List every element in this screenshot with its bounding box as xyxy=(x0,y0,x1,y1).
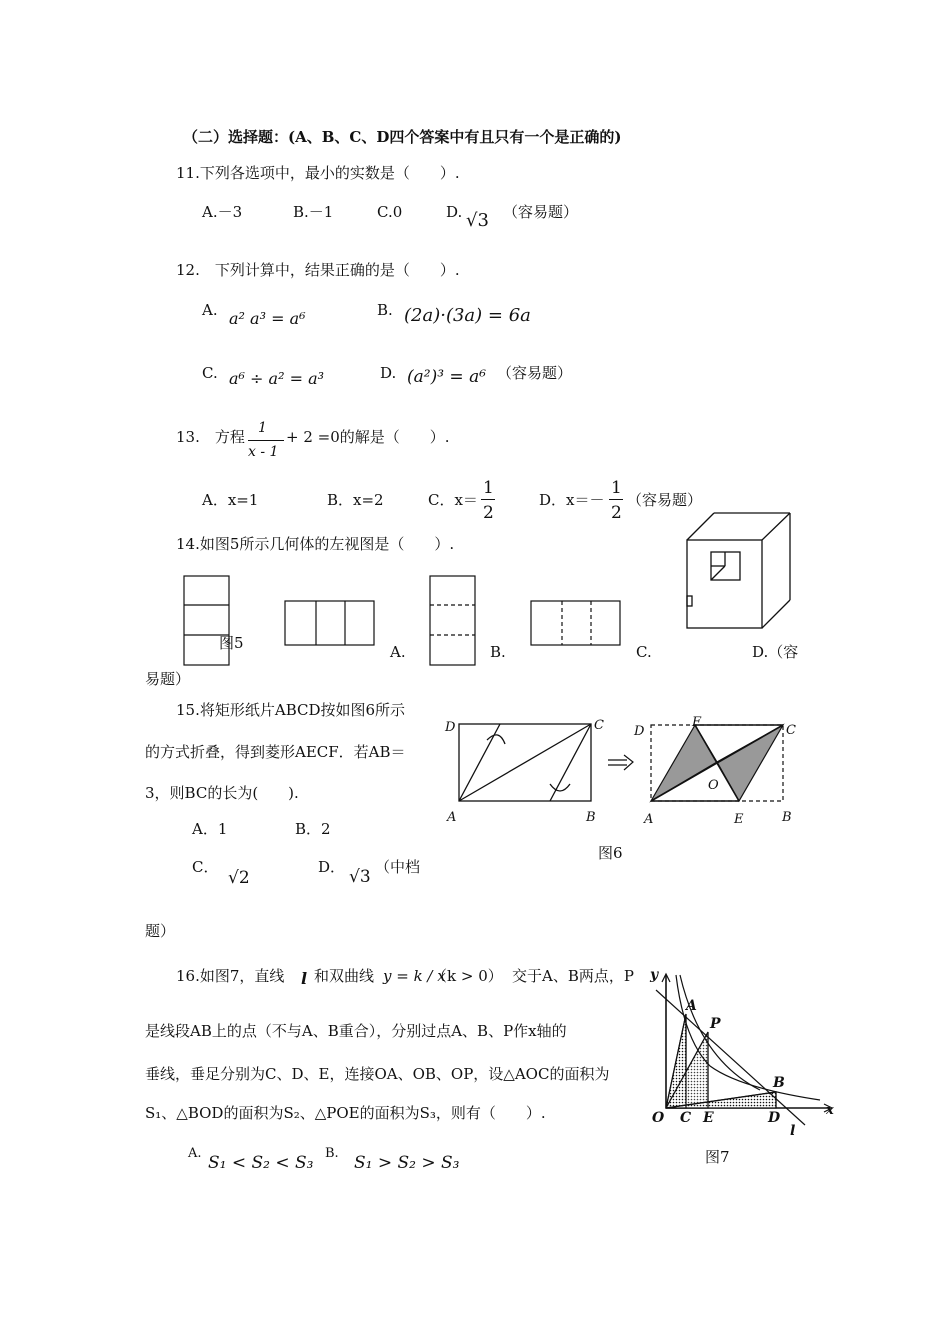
q13-level: （容易题） xyxy=(627,491,703,509)
q13-option-b: B．x=2 xyxy=(327,491,384,509)
q16-line1-post: 交于A、B两点，P xyxy=(512,967,634,985)
fig6-label-b-right: B xyxy=(782,810,792,825)
fig7-label-b: B xyxy=(773,1075,785,1091)
q16-line1-eq: y = k / x xyxy=(383,967,446,985)
q12-option-a: A. xyxy=(202,301,218,319)
q14-option-a: A. xyxy=(390,643,406,661)
q16-line1-pre: 16.如图7，直线 xyxy=(176,967,285,985)
fig6-label-b-left: B xyxy=(586,810,596,825)
fig6-caption: 图6 xyxy=(598,844,623,862)
fig6-label-e: E xyxy=(734,812,744,827)
q15-option-c-expr: √2 xyxy=(228,868,250,888)
q12-option-b: B. xyxy=(377,301,393,319)
fig6-label-d-right: D xyxy=(634,724,645,739)
q16-option-b-expr: S₁ > S₂ > S₃ xyxy=(354,1153,460,1173)
q13-option-a: A．x=1 xyxy=(202,491,259,509)
q13-c-half-den: 2 xyxy=(483,503,494,523)
q12-option-c: C. xyxy=(202,364,218,382)
q14-option-c: C. xyxy=(636,643,652,661)
fig7-label-d: D xyxy=(768,1110,781,1126)
fig6-label-c-right: C xyxy=(786,723,796,738)
q14-level-cont: 易题） xyxy=(145,670,191,688)
q16-option-a-expr: S₁ < S₂ < S₃ xyxy=(208,1153,314,1173)
q15-line2: 的方式折叠，得到菱形AECF．若AB＝ xyxy=(145,743,406,761)
q14-option-d: D.（容 xyxy=(752,643,799,661)
fig6-label-d-left: D xyxy=(445,720,456,735)
fig7-label-y: y xyxy=(650,967,659,983)
q13-d-half-num: 1 xyxy=(611,478,622,498)
q16-option-a: A. xyxy=(188,1146,202,1161)
q15-option-d: D． xyxy=(318,858,346,876)
q13-option-d: D．x＝－ xyxy=(539,491,605,509)
fig7-label-x: x xyxy=(826,1103,834,1118)
q13-stem-post: + 2 =0的解是（ ）. xyxy=(286,428,450,446)
q11-option-b: B.－1 xyxy=(293,203,334,221)
section-title: （二）选择题：(A、B、C、D四个答案中有且只有一个是正确的) xyxy=(183,128,622,146)
fig7-label-c: C xyxy=(680,1110,692,1126)
fig6-label-o: O xyxy=(708,778,719,793)
q13-c-half-num: 1 xyxy=(483,478,494,498)
fig7-label-l: l xyxy=(790,1123,796,1139)
q11-option-d-expr: √3 xyxy=(466,210,489,231)
q13-option-c: C．x＝ xyxy=(428,491,478,509)
q16-line1-cond: （k > 0） xyxy=(432,967,503,985)
q12-stem: 12. 下列计算中，结果正确的是（ ）. xyxy=(176,261,460,279)
q15-option-d-expr: √3 xyxy=(349,867,371,887)
q12-option-a-expr: a² a³ = a⁶ xyxy=(229,309,306,328)
fig7-label-p: P xyxy=(710,1016,721,1032)
q16-line3: 垂线，垂足分别为C、D、E，连接OA、OB、OP，设△AOC的面积为 xyxy=(145,1065,610,1083)
q15-option-c: C． xyxy=(192,858,219,876)
q13-frac-num: 1 xyxy=(258,420,267,436)
q15-option-b: B．2 xyxy=(295,820,331,838)
q16-line1-mid: 和双曲线 xyxy=(314,967,375,985)
fig7-label-e: E xyxy=(703,1110,714,1126)
q11-option-a: A.－3 xyxy=(202,203,243,221)
q16-line-l: l xyxy=(301,969,308,988)
q15-line1: 15.将矩形纸片ABCD按如图6所示 xyxy=(176,701,406,719)
q15-level-a: （中档 xyxy=(375,858,421,876)
q12-level: （容易题） xyxy=(497,364,573,382)
q11-option-d: D. xyxy=(446,203,463,221)
q11-level: （容易题） xyxy=(503,203,579,221)
q13-frac-den: x - 1 xyxy=(248,444,279,460)
fig6-label-f: F xyxy=(692,715,702,730)
q11-option-c: C.0 xyxy=(377,203,403,221)
q13-d-half-den: 2 xyxy=(611,503,622,523)
q12-option-c-expr: a⁶ ÷ a² = a³ xyxy=(229,369,325,388)
q16-line4: S₁、△BOD的面积为S₂、△POE的面积为S₃，则有（ ）. xyxy=(145,1104,546,1122)
q15-level-b: 题） xyxy=(145,922,176,940)
fig6-label-c-left: C xyxy=(594,718,604,733)
fig7-caption: 图7 xyxy=(705,1148,730,1166)
q14-stem: 14.如图5所示几何体的左视图是（ ）. xyxy=(176,535,455,553)
q13-stem-pre: 13. 方程 xyxy=(176,428,245,446)
q11-stem: 11.下列各选项中，最小的实数是（ ）. xyxy=(176,164,460,182)
fig6-label-a-left: A xyxy=(447,810,457,825)
q12-option-b-expr: (2a)·(3a) = 6a xyxy=(404,305,531,326)
q15-line3: 3，则BC的长为( ). xyxy=(145,784,299,802)
q15-option-a: A．1 xyxy=(192,820,228,838)
fig7-label-o: O xyxy=(652,1110,665,1126)
q12-option-d-expr: (a²)³ = a⁶ xyxy=(407,367,487,387)
q14-option-b: B. xyxy=(490,643,506,661)
q16-line2: 是线段AB上的点（不与A、B重合），分别过点A、B、P作x轴的 xyxy=(145,1022,567,1040)
q16-option-b: B. xyxy=(325,1146,339,1161)
fig7-label-a: A xyxy=(686,998,697,1014)
fig6-label-a-right: A xyxy=(644,812,654,827)
q12-option-d: D. xyxy=(380,364,397,382)
q14-fig-label: 图5 xyxy=(219,634,244,652)
